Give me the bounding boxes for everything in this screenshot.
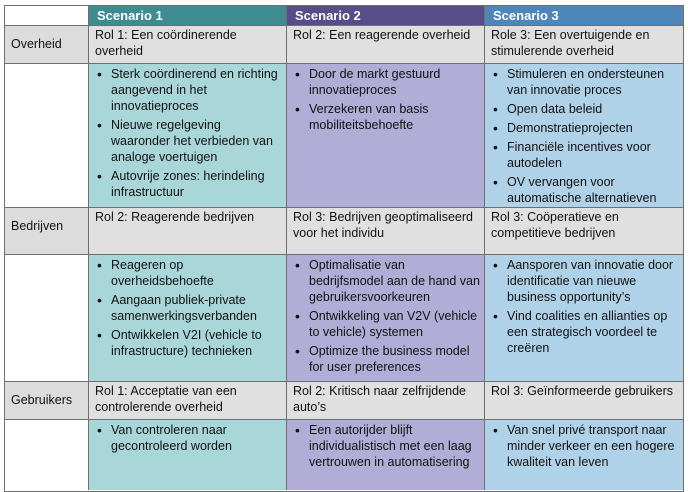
actor-overheid-spacer (5, 64, 89, 208)
content-overheid-s1 (89, 64, 287, 208)
corner-cell (5, 6, 89, 26)
role-overheid-s1: Rol 1: Een coördinerende overheid (89, 26, 287, 64)
bullet-item: • Optimalisatie van bedrijfsmodel aan de hand van gebruikersvoorkeuren (309, 257, 480, 305)
role-gebruikers-s2: Rol 2: Kritisch naar zelfrijdende auto’s (287, 382, 485, 420)
content-bedrijven-s2 (287, 255, 485, 382)
actor-overheid: Overheid (5, 26, 89, 64)
bullet-item: • Sterk coördinerend en richting aangevend in het innovatieproces (111, 66, 282, 114)
actor-bedrijven-spacer (5, 255, 89, 382)
bullet-item: • Financiële incentives voor autodelen (507, 139, 679, 171)
bullet-item: • Van controleren naar gecontroleerd worden (111, 422, 282, 454)
bullet-item: • OV vervangen voor automatische alternatieven (507, 174, 679, 206)
bullet-list (287, 420, 484, 470)
bullet-item: • Stimuleren en ondersteunen van innovatie proces (507, 66, 679, 98)
role-gebruikers-s1: Rol 1: Acceptatie van een controlerende overheid (89, 382, 287, 420)
header-scenario-3: Scenario 3 (485, 6, 683, 26)
content-bedrijven-s1 (89, 255, 287, 382)
role-bedrijven-s2: Rol 3: Bedrijven geoptimaliseerd voor het individu (287, 208, 485, 255)
bullet-list (287, 64, 484, 133)
content-gebruikers-s2 (287, 420, 485, 490)
bullet-item: • Demonstratieprojecten (507, 120, 679, 136)
scenario-table (4, 5, 684, 492)
bullet-list (485, 64, 683, 206)
bullet-item: • Open data beleid (507, 101, 679, 117)
bullet-item: • Autovrije zones: herindeling infrastructuur (111, 168, 282, 200)
content-bedrijven-s3 (485, 255, 683, 382)
content-gebruikers-s1 (89, 420, 287, 490)
header-scenario-1: Scenario 1 (89, 6, 287, 26)
bullet-item: • Aangaan publiek-private samenwerkingsverbanden (111, 292, 282, 324)
content-overheid-s2 (287, 64, 485, 208)
bullet-item: • Ontwikkelen V2I (vehicle to infrastructure) technieken (111, 327, 282, 359)
role-bedrijven-s3: Rol 3: Coöperatieve en competitieve bedrijven (485, 208, 683, 255)
bullet-item: • Aansporen van innovatie door identificatie van nieuwe business opportunity’s (507, 257, 679, 305)
bullet-item: • Ontwikkeling van V2V (vehicle to vehicle) systemen (309, 308, 480, 340)
actor-gebruikers-spacer (5, 420, 89, 490)
bullet-item: • Door de markt gestuurd innovatieproces (309, 66, 480, 98)
bullet-item: • Verzekeren van basis mobiliteitsbehoefte (309, 101, 480, 133)
role-overheid-s2: Rol 2: Een reagerende overheid (287, 26, 485, 64)
content-overheid-s3 (485, 64, 683, 208)
bullet-list (89, 64, 286, 200)
bullet-list (287, 255, 484, 375)
role-gebruikers-s3: Rol 3: Geïnformeerde gebruikers (485, 382, 683, 420)
bullet-list (89, 255, 286, 359)
bullet-list (485, 420, 683, 470)
actor-gebruikers: Gebruikers (5, 382, 89, 420)
actor-bedrijven: Bedrijven (5, 208, 89, 255)
bullet-list (485, 255, 683, 356)
bullet-list (89, 420, 286, 454)
bullet-item: • Vind coalities en allianties op een strategisch voordeel te creëren (507, 308, 679, 356)
content-gebruikers-s3 (485, 420, 683, 490)
bullet-item: • Optimize the business model for user preferences (309, 343, 480, 375)
role-bedrijven-s1: Rol 2: Reagerende bedrijven (89, 208, 287, 255)
bullet-item: • Reageren op overheidsbehoefte (111, 257, 282, 289)
bullet-item: • Een autorijder blijft individualistisch met een laag vertrouwen in automatisering (309, 422, 480, 470)
bullet-item: • Van snel privé transport naar minder verkeer en een hogere kwaliteit van leven (507, 422, 679, 470)
role-overheid-s3: Role 3: Een overtuigende en stimulerende overheid (485, 26, 683, 64)
header-scenario-2: Scenario 2 (287, 6, 485, 26)
bullet-item: • Nieuwe regelgeving waaronder het verbieden van analoge voertuigen (111, 117, 282, 165)
